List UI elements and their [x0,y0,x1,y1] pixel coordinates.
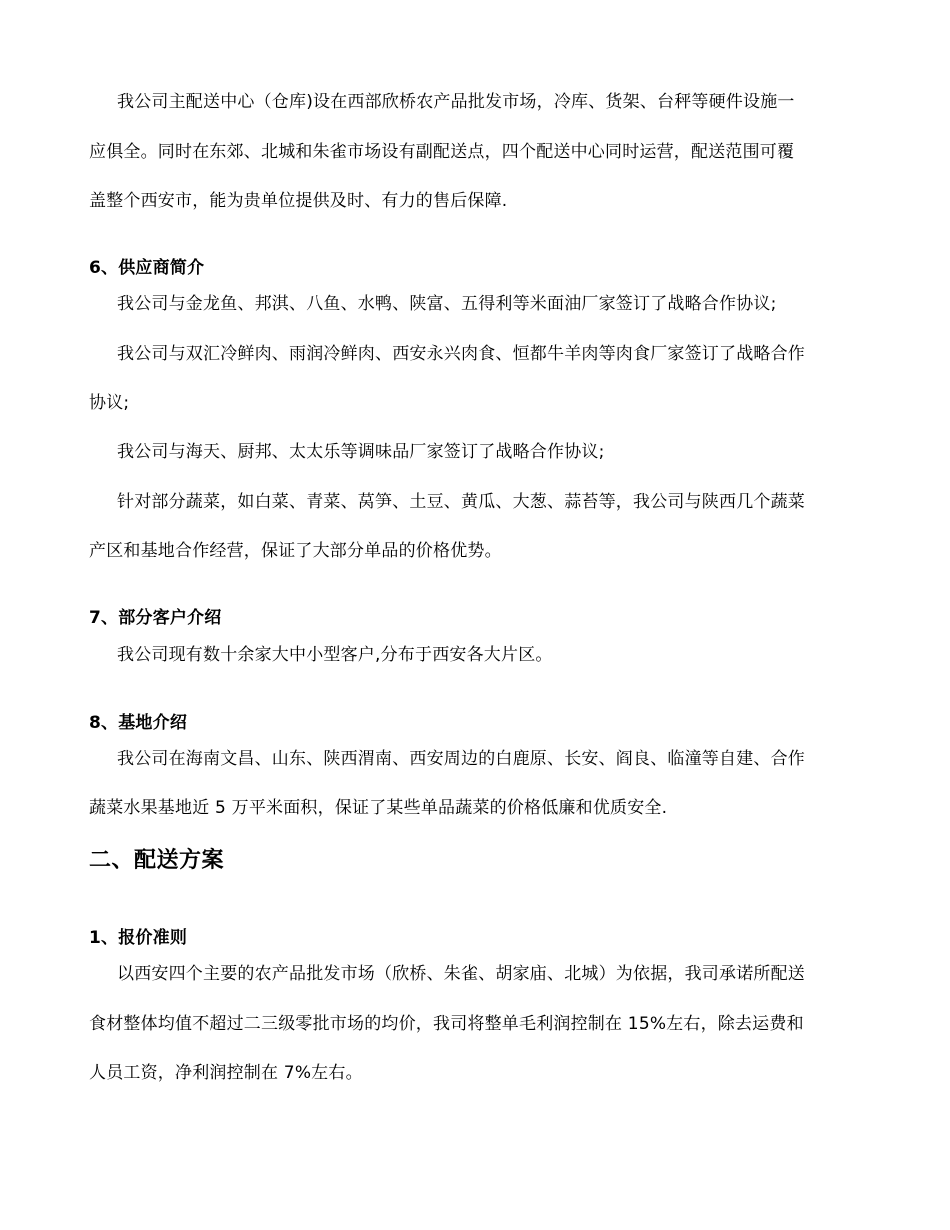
chapter-2-sub-1-line-2: 食材整体均值不超过二三级零批市场的均价，我司将整单毛利润控制在 15%左右，除去运费和 [89,1014,804,1034]
chapter-2-sub-1-heading: 1、报价准则 [89,928,188,948]
section-6-paragraph-2-line-1: 我公司与双汇冷鲜肉、雨润冷鲜肉、西安永兴肉食、恒都牛羊肉等肉食厂家签订了战略合作 [117,344,805,364]
section-8-paragraph-line-1: 我公司在海南文昌、山东、陕西渭南、西安周边的白鹿原、长安、阎良、临潼等自建、合作 [117,749,805,769]
intro-paragraph-line-2: 应俱全。同时在东郊、北城和朱雀市场设有副配送点，四个配送中心同时运营，配送范围可覆 [89,142,795,162]
section-6-heading: 6、供应商简介 [89,258,205,278]
chapter-2-sub-1-line-3: 人员工资，净利润控制在 7%左右。 [89,1063,363,1083]
chapter-2-title: 二、配送方案 [89,848,225,873]
section-6-paragraph-4-line-2: 产区和基地合作经营，保证了大部分单品的价格优势。 [89,541,502,561]
chapter-2-sub-1-line-1: 以西安四个主要的农产品批发市场（欣桥、朱雀、胡家庙、北城）为依据，我司承诺所配送 [117,964,805,984]
section-7-heading: 7、部分客户介绍 [89,608,222,628]
section-8-paragraph-line-2: 蔬菜水果基地近 5 万平米面积，保证了某些单品蔬菜的价格低廉和优质安全. [89,798,668,818]
section-6-paragraph-3: 我公司与海天、厨邦、太太乐等调味品厂家签订了战略合作协议; [117,442,605,462]
section-6-paragraph-2-line-2: 协议; [89,393,130,413]
section-7-paragraph-1: 我公司现有数十余家大中小型客户,分布于西安各大片区。 [117,645,553,665]
intro-paragraph-line-1: 我公司主配送中心（仓库)设在西部欣桥农产品批发市场，冷库、货架、台秤等硬件设施一 [117,92,795,112]
section-8-heading: 8、基地介绍 [89,713,188,733]
section-6-paragraph-1: 我公司与金龙鱼、邦淇、八鱼、水鸭、陕富、五得利等米面油厂家签订了战略合作协议; [117,294,777,314]
intro-paragraph-line-3: 盖整个西安市，能为贵单位提供及时、有力的售后保障. [89,191,508,211]
section-6-paragraph-4-line-1: 针对部分蔬菜，如白菜、青菜、莴笋、土豆、黄瓜、大葱、蒜苔等，我公司与陕西几个蔬菜 [117,492,805,512]
